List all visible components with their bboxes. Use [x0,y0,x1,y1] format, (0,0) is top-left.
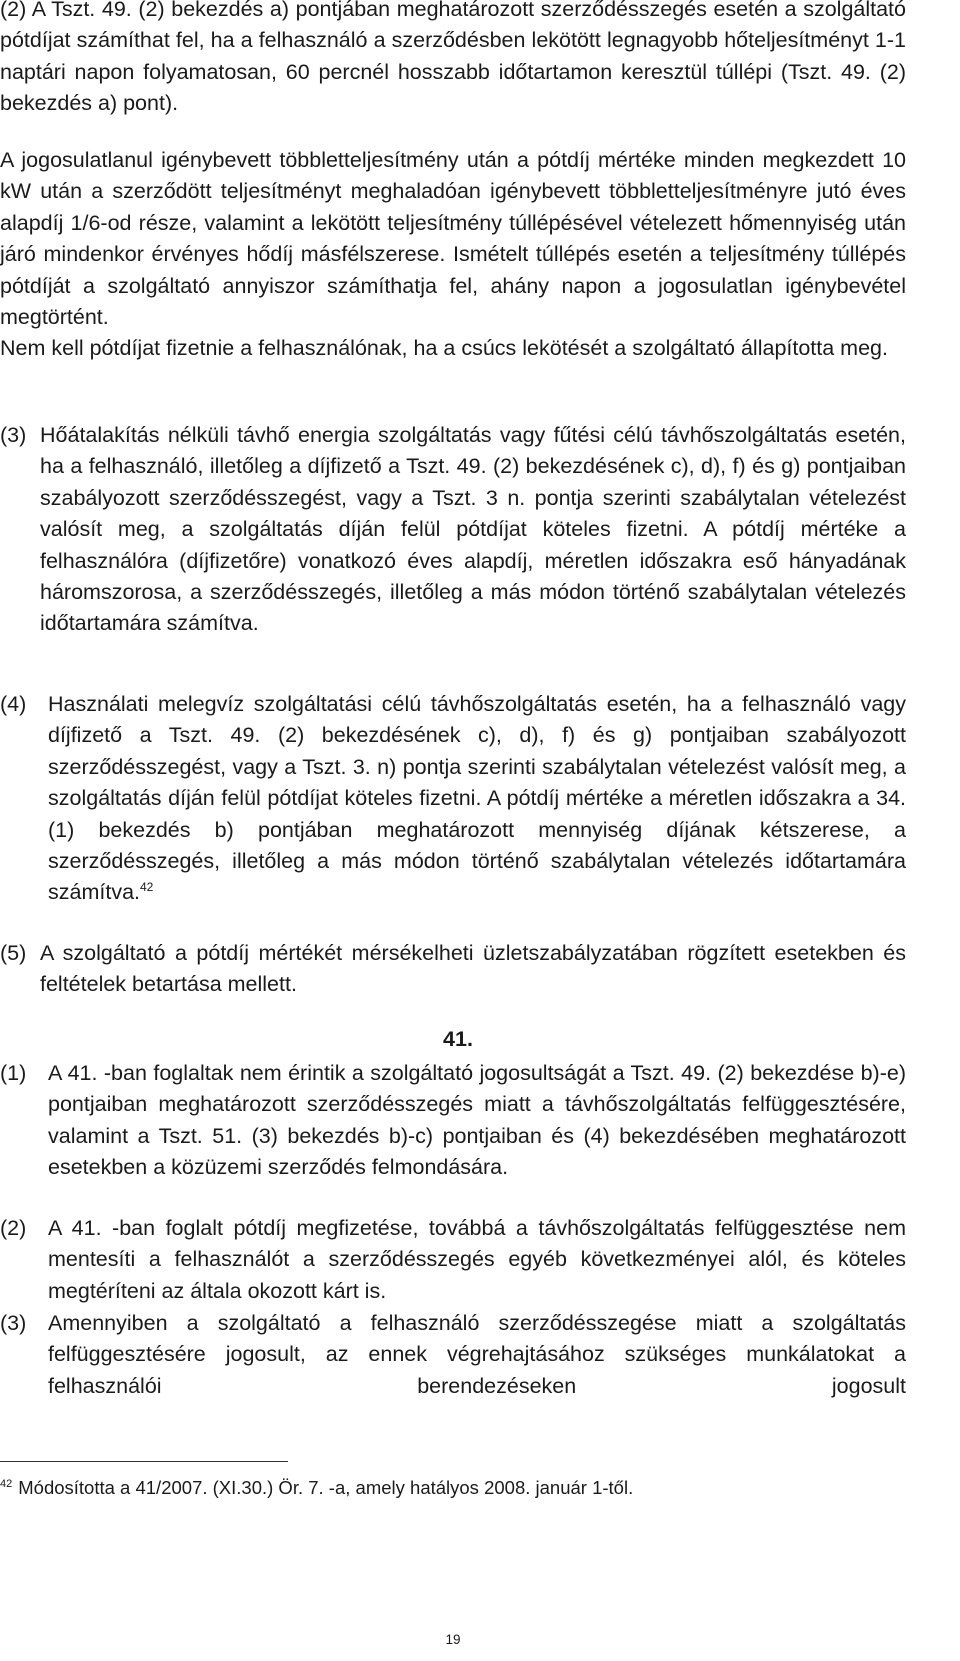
footnote [0,1476,906,1500]
list-item-text: Amennyiben a szolgáltató a felhasználó szerződésszegése miatt a szolgáltatás felfüggesztésére jogosult, az ennek végrehajtásához szükséges munkálatokat a felhasználói berendezéseken jogosult [48,1311,906,1398]
list-item-3 [0,420,906,640]
section-heading: 41. [443,1027,473,1051]
list-item-number: (2) [0,1216,27,1240]
list-item-number: (1) [0,1061,27,1085]
footnote-divider [0,1461,288,1462]
section-list-item-1 [0,1058,906,1184]
paragraph-2-block [0,0,906,120]
paragraph-item-2: (2) A Tszt. 49. (2) bekezdés a) pontjában meghatározott szerződésszegés esetén a szolgáltató pótdíjat számíthat fel, ha a felhasználó a szerződésben lekötött legnagyobb hőteljesítményt 1-1 naptári napon folyamatosan, 60 percnél hosszabb időtartamon keresztül túllépi (Tszt. 49. (2) bekezdés a) pont). [0,0,906,116]
footnote-text: Módosította a 41/2007. (XI.30.) Ör. 7. -a, amely hatályos 2008. január 1-től. [18,1477,634,1498]
section-list-item-3 [0,1308,906,1402]
page-number: 19 [445,1632,461,1647]
list-item-text-wrap [48,689,906,909]
list-item-number: (5) [0,941,27,965]
list-item-5 [0,938,906,1001]
footnote-reference: 42 [140,880,154,895]
list-item-number: (4) [0,692,27,716]
list-item-number: (3) [0,423,27,447]
paragraph-surcharge-block [0,145,906,365]
list-item-text: A szolgáltató a pótdíj mértékét mérsékelheti üzletszabályzatában rögzített esetekben és feltételek betartása mellett. [40,941,906,997]
footnote-mark: 42 [0,1477,13,1490]
list-item-4 [0,689,906,909]
list-item-number: (3) [0,1311,27,1335]
list-item-text: A 41. -ban foglalt pótdíj megfizetése, továbbá a távhőszolgáltatás felfüggesztése nem mentesíti a felhasználót a szerződésszegés egyéb következményei alól, és köteles megtéríteni az általa okozott kárt is. [48,1216,906,1303]
section-list-item-2 [0,1213,906,1307]
paragraph-no-surcharge: Nem kell pótdíjat fizetnie a felhasználónak, ha a csúcs lekötését a szolgáltató állapította meg. [0,336,888,361]
list-item-text: Hőátalakítás nélküli távhő energia szolgáltatás vagy fűtési célú távhőszolgáltatás esetén, ha a felhasználó, illetőleg a díjfizető a Tszt. 49. (2) bekezdésének c), d), f) és g) pontjaiban szabályozott szerződésszegést, vagy a Tszt. 3 n. pontja szerinti szabálytalan vételezést valósít meg, a szolgáltatás díján felül pótdíjat köteles fizetni. A pótdíj mértéke a felhasználóra (díjfizetőre) vonatkozó éves alapdíj, méretlen időszakra eső hányadának háromszorosa, a szerződésszegés, illetőleg a más módon történő szabálytalan vételezés időtartamára számítva. [40,423,906,636]
list-item-text: A 41. -ban foglaltak nem érintik a szolgáltató jogosultságát a Tszt. 49. (2) bekezdése b)-e) pontjaiban meghatározott szerződésszegés miatt a távhőszolgáltatás felfüggesztésére, valamint a Tszt. 51. (3) bekezdés b)-c) pontjaiban és (4) bekezdésében meghatározott esetekben a közüzemi szerződés felmondására. [48,1061,906,1180]
paragraph-surcharge-amount: A jogosulatlanul igénybevett többletteljesítmény után a pótdíj mértéke minden megkezdett 10 kW után a szerződött teljesítményt meghaladóan igénybevett többletteljesítményre jutó éves alapdíj 1/6-od része, valamint a lekötött teljesítmény túllépésével vételezett hőmennyiség után járó mindenkor érvényes hődíj másfélszerese. Ismételt túllépés esetén a teljesítmény túllépés pótdíját a szolgáltató annyiszor számíthatja fel, ahány napon a jogosulatlan igénybevétel megtörtént. [0,148,906,330]
list-item-text: Használati melegvíz szolgáltatási célú távhőszolgáltatás esetén, ha a felhasználó vagy díjfizető a Tszt. 49. (2) bekezdésének c), d), f) és g) pontjaiban szabályozott szerződésszegést, vagy a Tszt. 3. n) pontja szerinti szabálytalan vételezést valósít meg, a szolgáltatás díján felül pótdíjat köteles fizetni. A pótdíj mértéke a méretlen időszakra a 34. (1) bekezdés b) pontjában meghatározott mennyiség díjának kétszerese, a szerződésszegés, illetőleg a más módon történő szabálytalan vételezés időtartamára számítva. [48,692,906,905]
